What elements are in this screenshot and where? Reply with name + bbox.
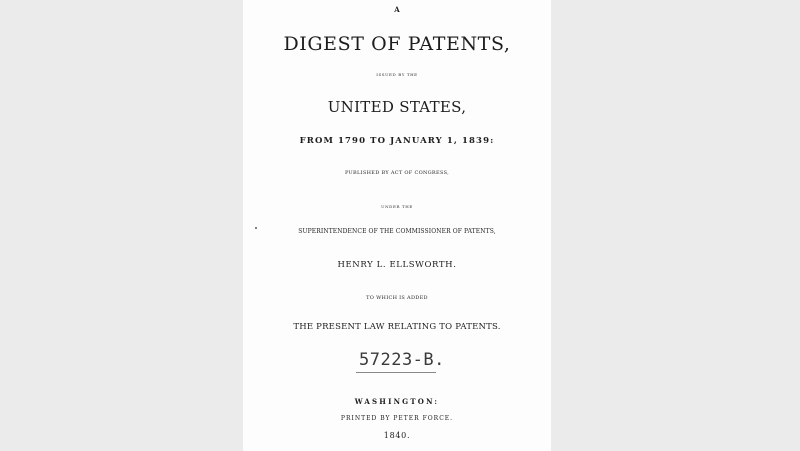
catalog-stamp: 57223-B.	[359, 350, 445, 370]
added-text: TO WHICH IS ADDED	[366, 295, 428, 301]
place-text: WASHINGTON:	[354, 397, 440, 406]
stamp-underline	[356, 372, 436, 373]
publication-year: 1840.	[383, 431, 411, 440]
issued-by-text: ISSUED BY THE	[376, 72, 418, 77]
published-text: PUBLISHED BY ACT OF CONGRESS,	[344, 170, 450, 176]
date-range: FROM 1790 TO JANUARY 1, 1839:	[299, 136, 495, 146]
superintendence-text: SUPERINTENDENCE OF THE COMMISSIONER OF PATENTS,	[298, 228, 496, 235]
document-title: DIGEST OF PATENTS,	[283, 33, 511, 55]
article-text: A	[394, 5, 400, 14]
law-text: THE PRESENT LAW RELATING TO PATENTS.	[293, 322, 501, 332]
country-heading: UNITED STATES,	[327, 98, 467, 116]
printer-text: PRINTED BY PETER FORCE.	[340, 415, 454, 422]
paper-speck	[255, 227, 257, 229]
under-text: UNDER THE	[381, 204, 413, 209]
title-page	[243, 0, 551, 451]
commissioner-name: HENRY L. ELLSWORTH.	[337, 260, 457, 270]
